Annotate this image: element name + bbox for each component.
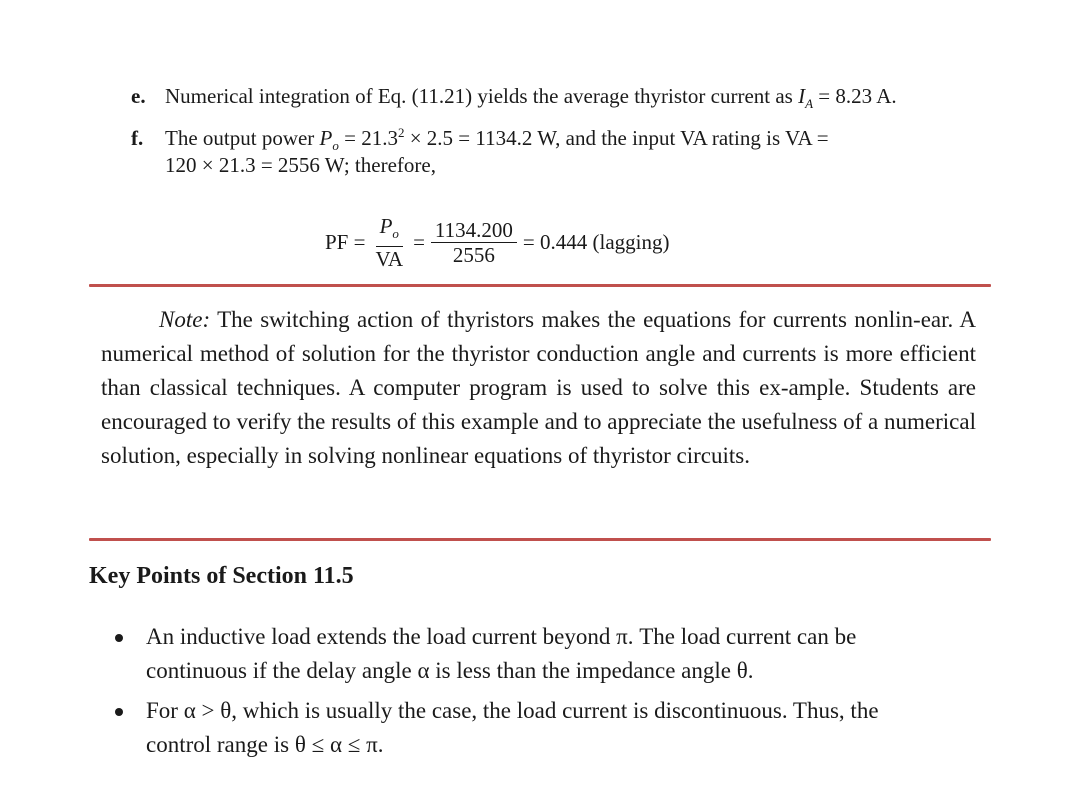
note-label: Note: — [159, 307, 211, 332]
item-text-mid: = 21.3 — [338, 126, 398, 150]
fraction-numerator: 1134.200 — [431, 218, 517, 243]
bullet-icon — [115, 634, 123, 642]
note-paragraph — [101, 303, 976, 473]
list-item — [113, 694, 943, 762]
math-sub: A — [805, 96, 814, 112]
key-points-list — [113, 620, 943, 768]
note-text: The switching action of thyristors makes the equations for currents nonlin-ear. A numerical method of solution for the thyristor conduction angle and currents is more efficient than classical techniques. A computer program is used to solve this ex-ample. Students are encouraged to verify the results of this example and to appreciate the usefulness of a numerical solution, especially in solving nonlinear equations of thyristor circuits. — [101, 307, 976, 468]
bullet-text: An inductive load extends the load current beyond π. The load current can be continuous if the delay angle α is less than the impedance angle θ. — [146, 624, 857, 683]
key-points-heading: Key Points of Section 11.5 — [89, 563, 354, 589]
math-sup: 2 — [397, 125, 405, 140]
item-text-after: × 2.5 = 1134.2 W, and the input VA rating is VA = — [404, 126, 829, 150]
divider-bottom — [89, 538, 991, 541]
eq-result: = 0.444 (lagging) — [522, 230, 670, 255]
item-text: The output power — [165, 126, 320, 150]
fraction-numerator: $P_o$ — [376, 214, 403, 247]
math-var: I — [798, 84, 806, 108]
list-item — [113, 620, 943, 688]
fraction-po-va — [371, 214, 407, 271]
fraction-values — [431, 218, 517, 267]
math-sub: o — [332, 138, 339, 154]
item-text: Numerical integration of Eq. (11.21) yields the average thyristor current as — [165, 84, 799, 108]
eq-equals: = — [413, 230, 425, 255]
item-e — [131, 80, 897, 120]
item-label: f. — [131, 126, 144, 150]
pf-equation — [325, 214, 669, 271]
item-text-end: = 8.23 A. — [813, 84, 897, 108]
bullet-icon — [115, 708, 123, 716]
math-var: P — [319, 126, 333, 150]
item-f-line2: 120 × 21.3 = 2556 W; therefore, — [165, 153, 436, 177]
item-label: e. — [131, 84, 146, 108]
bullet-text: For α > θ, which is usually the case, the load current is discontinuous. Thus, the control range is θ ≤ α ≤ π. — [146, 698, 879, 757]
fraction-denominator: VA — [375, 247, 404, 272]
eq-lhs: PF = — [325, 230, 366, 255]
fraction-denominator: 2556 — [452, 243, 495, 268]
divider-top — [89, 284, 991, 287]
